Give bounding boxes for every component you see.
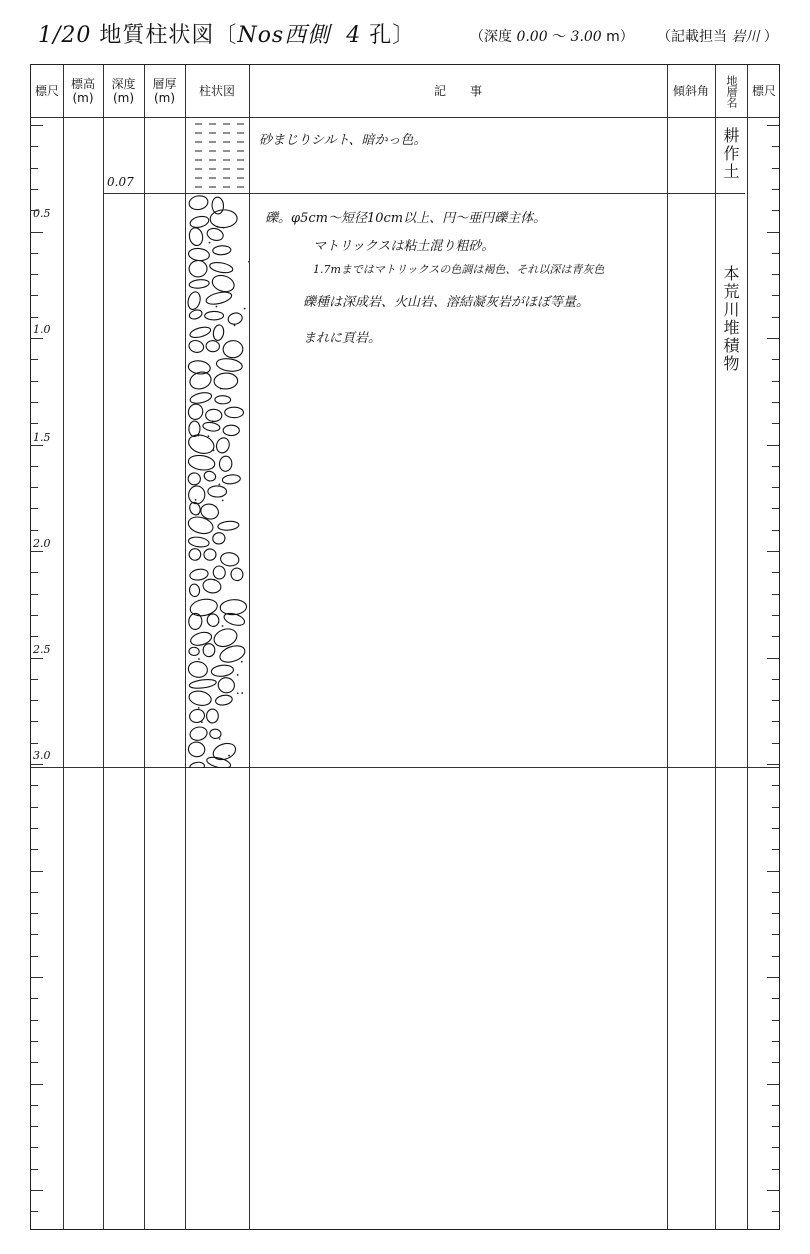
scale-tick (31, 1084, 43, 1085)
sand-dot (213, 449, 215, 451)
scale-tick (31, 168, 38, 169)
scale-tick (31, 1190, 43, 1191)
scale-tick (31, 146, 38, 147)
scale-tick (772, 402, 779, 403)
scale-tick (772, 381, 779, 382)
gravel-pebble (188, 194, 209, 211)
layer-depth: 0.07 (107, 175, 134, 189)
scale-tick (31, 1105, 38, 1106)
gravel-pebble (186, 514, 215, 536)
gravel-pebble (208, 486, 227, 497)
sheet-title (38, 18, 415, 49)
gravel-pebble (188, 370, 213, 392)
sand-dot (223, 227, 225, 229)
recorder (657, 26, 778, 46)
scale-tick (31, 1020, 38, 1021)
scale-tick (31, 977, 43, 978)
gravel-pebble (189, 630, 213, 647)
scale-tick (31, 849, 38, 850)
scale-tick (772, 849, 779, 850)
sand-dot (216, 306, 218, 308)
sand-dot (219, 738, 221, 740)
header-formation: 地層名 (725, 74, 738, 108)
gravel-pebble (223, 611, 246, 628)
scale-tick (31, 956, 38, 957)
scale-tick (767, 551, 779, 552)
gravel-pebble (187, 660, 209, 679)
scale-tick (767, 445, 779, 446)
gravel-pebble (218, 521, 240, 531)
sand-dot (244, 308, 246, 310)
scale-tick (772, 1126, 779, 1127)
gravel-pebble (215, 694, 233, 706)
scale-tick (31, 1211, 38, 1212)
gravel-pebble (210, 273, 236, 295)
scale-tick (31, 871, 43, 872)
scale-tick (31, 253, 38, 254)
title-location: Nos西側 (237, 23, 331, 48)
depth-range-to: 3.00 (570, 29, 602, 45)
scale-tick (31, 317, 38, 318)
scale-tick (772, 636, 779, 637)
scale-tick (31, 1041, 38, 1042)
scale-tick (31, 232, 43, 233)
gravel-pebble (212, 197, 224, 214)
scale-tick (31, 530, 38, 531)
scale-tick (31, 381, 38, 382)
scale-tick (772, 998, 779, 999)
scale-tick (31, 828, 38, 829)
scale-tick (772, 1041, 779, 1042)
gravel-pebble (220, 552, 240, 567)
layer-1-description: 砂まじりシルト、暗かっ色。 (259, 133, 427, 148)
scale-tick (772, 956, 779, 957)
scale-tick (772, 274, 779, 275)
scale-tick (772, 785, 779, 786)
gravel-pebble (188, 339, 205, 354)
gravel-pebble (187, 454, 215, 472)
scale-tick (772, 594, 779, 595)
scale-tick (31, 785, 38, 786)
header-elevation: 標高 (m) (70, 77, 95, 105)
scale-tick (772, 530, 779, 531)
gravel-pebble (206, 755, 232, 768)
scale-tick (772, 359, 779, 360)
gravel-pebble (189, 391, 212, 405)
scale-tick (31, 125, 43, 126)
depth-range-unit: m） (606, 29, 634, 45)
sand-dot (248, 261, 249, 263)
scale-tick (31, 295, 38, 296)
scale-tick (31, 1169, 38, 1170)
scale-tick (767, 1190, 779, 1191)
scale-tick (767, 232, 779, 233)
scale-tick (772, 189, 779, 190)
scale-tick (31, 636, 38, 637)
sand-dot (237, 692, 239, 694)
layer-2-description-line: 1.7mまではマトリックスの色調は褐色、それ以深は青灰色 (313, 263, 605, 276)
gravel-pebble (227, 312, 243, 326)
header-depth: 深度 (m) (111, 77, 136, 105)
title-scale: 1/20 (38, 23, 92, 48)
layer-2-description-line: まれに頁岩。 (303, 331, 382, 346)
gravel-pebble (187, 472, 201, 486)
scale-tick (772, 934, 779, 935)
gravel-pebble (202, 421, 220, 432)
scale-tick (31, 807, 38, 808)
scale-tick (31, 998, 38, 999)
gravel-pebble (187, 741, 206, 758)
recorder-name: 岩川 (731, 29, 760, 45)
scale-tick (31, 210, 38, 211)
scale-tick (772, 487, 779, 488)
gravel-pebble (225, 407, 244, 418)
gravel-pebble (205, 311, 224, 320)
gravel-pebble (220, 599, 247, 615)
scale-tick (31, 572, 38, 573)
gravel-pebble (189, 421, 201, 437)
scale-tick (772, 1020, 779, 1021)
sand-dot (195, 499, 197, 501)
sand-dot (198, 658, 200, 660)
scale-tick (772, 466, 779, 467)
scale-tick (767, 764, 779, 765)
sand-dot (198, 707, 200, 709)
header-scale: 標尺 (34, 84, 59, 98)
depth-range-from: 0.00 (516, 29, 548, 45)
gravel-pebble (188, 613, 202, 630)
scale-tick (31, 1126, 38, 1127)
scale-tick (31, 359, 38, 360)
scale-tick (772, 1169, 779, 1170)
title-hole-no: 4 (346, 23, 362, 48)
gravel-pebble (188, 247, 210, 261)
gravel-pebble (222, 474, 241, 485)
scale-tick (31, 658, 43, 659)
gravel-pebble (207, 709, 219, 723)
scale-tick (772, 295, 779, 296)
gravel-pebble (189, 725, 209, 742)
scale-tick (31, 721, 38, 722)
scale-tick (31, 338, 43, 339)
scale-tick (772, 615, 779, 616)
gravel-pebble (211, 664, 234, 677)
recorder-label: （記載担当 (657, 29, 727, 45)
scale-tick (772, 210, 779, 211)
gravel-pebble (189, 678, 217, 689)
scale-tick (772, 1105, 779, 1106)
title-suffix: 孔 (369, 23, 393, 48)
gravel-pebble (205, 290, 233, 307)
gravel-pebble (216, 357, 243, 373)
layer-2-description-line: 礫種は深成岩、火山岩、溶結凝灰岩がほぼ等量。 (303, 295, 590, 310)
scale-label: 1.0 (33, 323, 51, 336)
title-bracket-close: 〕 (392, 23, 416, 48)
header-scale-right: 標尺 (751, 84, 776, 98)
gravel-pebble (189, 279, 210, 289)
scale-tick (31, 551, 43, 552)
header-dip: 傾斜角 (672, 84, 709, 98)
gravel-pebble (223, 425, 239, 435)
gravel-pebble (189, 761, 205, 768)
scale-tick (767, 658, 779, 659)
sand-dot (241, 661, 243, 663)
sand-dot (201, 721, 203, 723)
scale-label: 1.5 (33, 431, 51, 444)
scale-tick (772, 721, 779, 722)
sand-dot (197, 513, 199, 515)
sand-dot (208, 435, 210, 437)
depth-range-label: （深度 (470, 29, 512, 45)
scale-tick (772, 807, 779, 808)
scale-tick (772, 1147, 779, 1148)
gravel-pebble (205, 409, 222, 422)
gravel-pebble (188, 227, 204, 247)
sand-dot (222, 499, 224, 501)
scale-tick (31, 508, 38, 509)
gravel-pebble (189, 260, 208, 277)
header-thickness: 層厚 (m) (152, 77, 177, 105)
scale-tick (772, 679, 779, 680)
columnar-section-graphic (185, 118, 249, 768)
gravel-pebble (210, 209, 238, 228)
scale-tick (31, 913, 38, 914)
scale-tick (31, 274, 38, 275)
scale-tick (772, 317, 779, 318)
scale-tick (31, 1147, 38, 1148)
scale-tick (767, 977, 779, 978)
recorder-close: ） (763, 29, 778, 45)
scale-label: 3.0 (33, 749, 51, 762)
gravel-pebble (188, 308, 203, 320)
gravel-pebble (188, 689, 213, 707)
scale-tick (772, 743, 779, 744)
gravel-pebble (215, 396, 231, 404)
scale-tick (31, 934, 38, 935)
gravel-pebble (214, 373, 238, 390)
scale-tick (772, 572, 779, 573)
gravel-pebble (189, 647, 200, 656)
scale-tick (767, 1084, 779, 1085)
gravel-pebble (188, 485, 206, 504)
formation-arakawa-deposits: 本荒川堆積物 (721, 265, 740, 373)
sand-dot (228, 755, 230, 757)
scale-tick (31, 487, 38, 488)
gravel-pebble (189, 597, 219, 618)
gravel-pebble (189, 568, 209, 581)
gravel-pebble (202, 578, 222, 595)
scale-tick (767, 125, 779, 126)
scale-tick (772, 828, 779, 829)
scale-label: 0.5 (33, 207, 51, 220)
gravel-pebble (219, 456, 232, 472)
header-column: 柱状図 (198, 84, 235, 98)
scale-tick (31, 892, 38, 893)
scale-tick (31, 189, 38, 190)
scale-tick (772, 508, 779, 509)
boring-log-table (30, 64, 780, 1230)
gravel-pebble (186, 432, 216, 457)
depth-range-sep: ～ (552, 29, 567, 45)
layer-2-description-line: マトリックスは粘土混り粗砂。 (313, 239, 495, 254)
sand-dot (209, 242, 211, 244)
title-text: 地質柱状図 (99, 23, 215, 48)
sand-dot (237, 674, 239, 676)
formation-topsoil: 耕作土 (721, 127, 740, 181)
gravel-pebble (189, 325, 212, 339)
gravel-pebble (203, 470, 217, 482)
sand-dot (222, 625, 224, 627)
gravel-pebble (204, 549, 217, 561)
scale-tick (31, 466, 38, 467)
gravel-pebble (213, 245, 232, 255)
scale-tick (767, 338, 779, 339)
scale-tick (31, 679, 38, 680)
scale-tick (31, 615, 38, 616)
scale-tick (772, 253, 779, 254)
header-description: 記 事 (433, 84, 482, 98)
gravel-pebble (206, 340, 220, 352)
scale-tick (772, 700, 779, 701)
gravel-pebble (212, 565, 226, 580)
scale-label: 2.5 (33, 643, 51, 656)
gravel-pebble (187, 402, 205, 421)
scale-tick (31, 1062, 38, 1063)
scale-tick (772, 423, 779, 424)
depth-range (470, 26, 634, 46)
title-bracket-open: 〔 (214, 23, 238, 48)
log-bottom-line (31, 767, 779, 768)
scale-tick (772, 146, 779, 147)
gravel-pebble (189, 583, 200, 597)
gravel-pebble (189, 215, 210, 230)
gravel-pebble (223, 340, 244, 358)
gravel-pebble (217, 676, 236, 694)
scale-tick (31, 445, 43, 446)
gravel-pebble (215, 436, 232, 454)
scale-tick (31, 743, 38, 744)
gravel-pebble (229, 567, 244, 582)
gravel-pebble (209, 261, 234, 274)
scale-tick (772, 1211, 779, 1212)
gravel-pebble (188, 708, 206, 724)
gravel-pebble (188, 536, 210, 548)
scale-tick (772, 913, 779, 914)
gravel-pebble (212, 532, 226, 545)
scale-tick (31, 402, 38, 403)
layer-2-description-line: 礫。φ5cm～短径10cm以上、円～亜円礫主体。 (265, 211, 547, 226)
gravel-pebble (212, 324, 225, 341)
scale-label: 2.0 (33, 537, 51, 550)
scale-tick (772, 168, 779, 169)
scale-tick (772, 892, 779, 893)
scale-tick (772, 1062, 779, 1063)
sand-dot (241, 692, 243, 694)
sand-dot (218, 484, 220, 486)
gravel-pebble (188, 547, 202, 561)
gravel-pebble (209, 729, 221, 739)
gravel-pebble (186, 291, 202, 311)
scale-tick (31, 764, 43, 765)
scale-tick (31, 423, 38, 424)
scale-tick (767, 871, 779, 872)
gravel-pebble (206, 227, 225, 243)
scale-tick (31, 700, 38, 701)
gravel-pebble (203, 643, 215, 656)
scale-tick (31, 594, 38, 595)
